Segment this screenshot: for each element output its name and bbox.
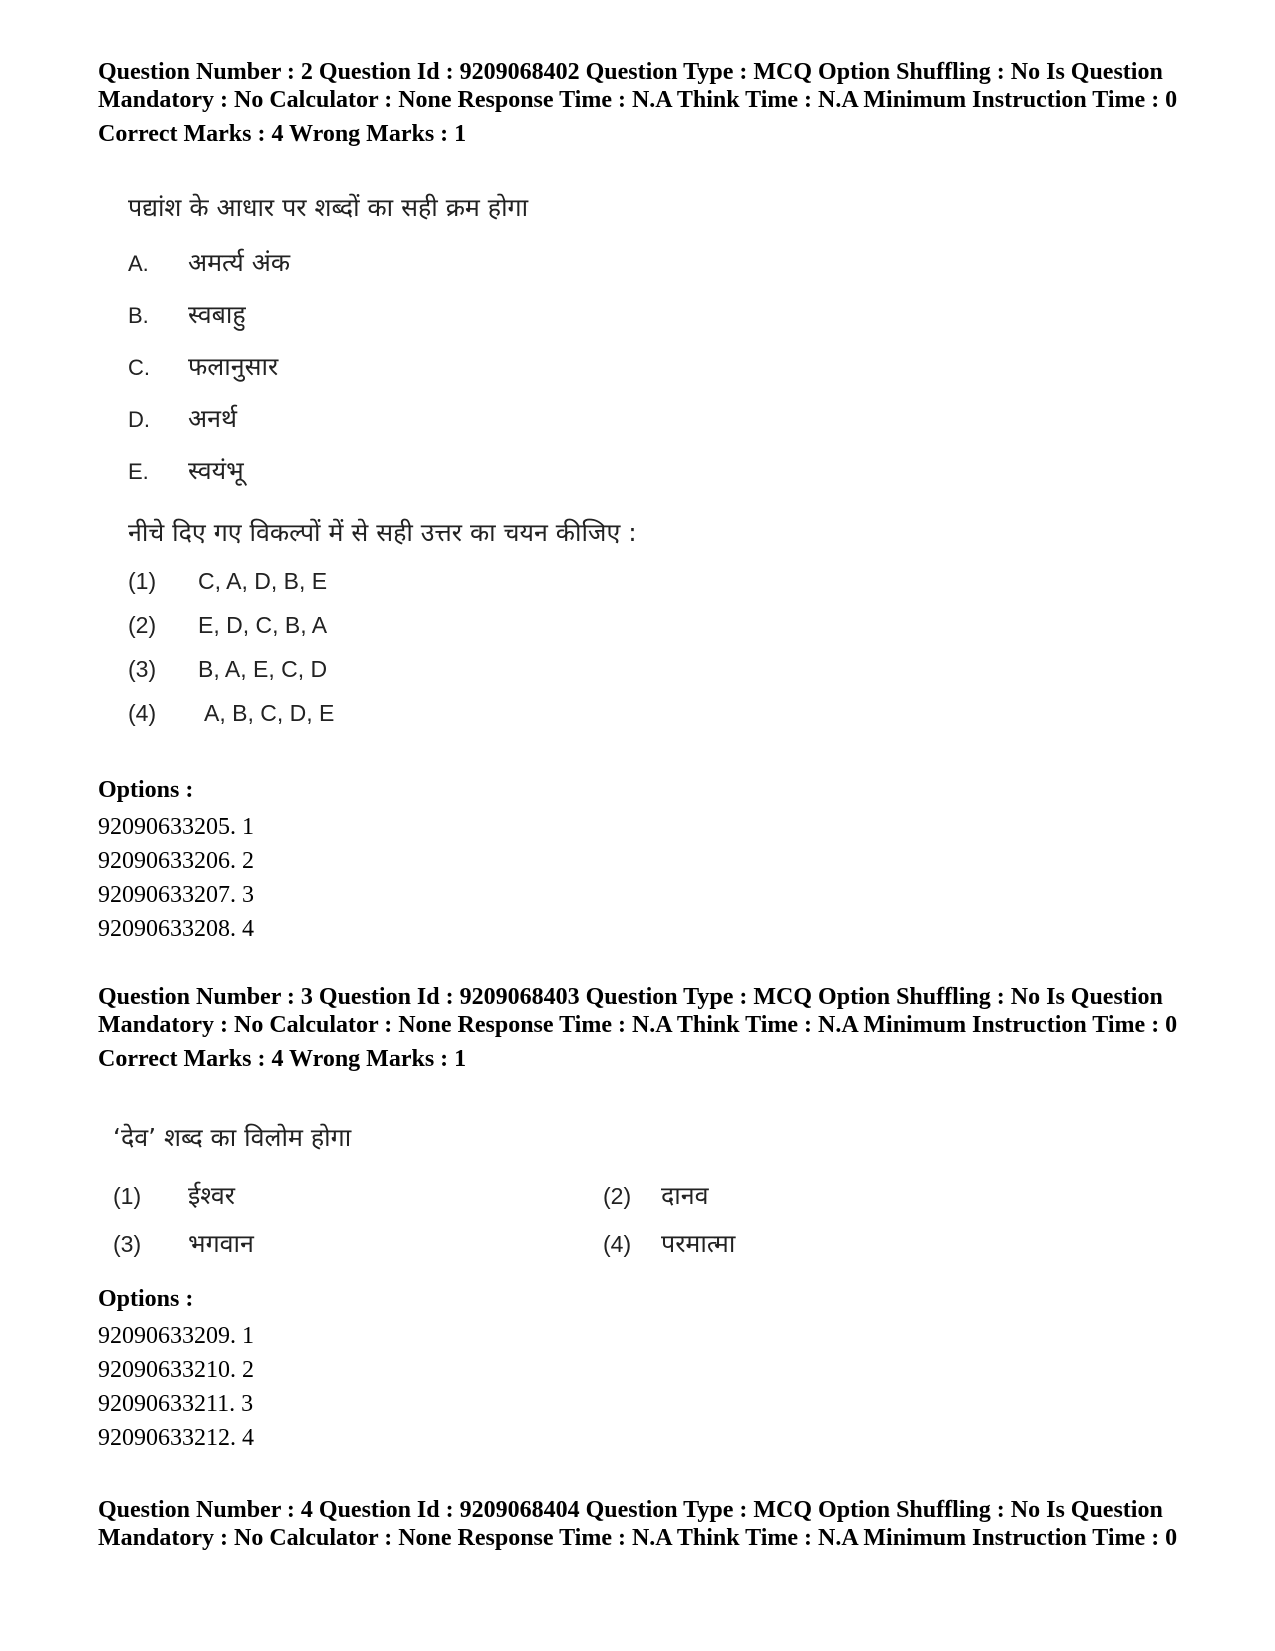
question-stem: पद्यांश के आधार पर शब्दों का सही क्रम होगा (128, 193, 529, 222)
question-2-choices (128, 568, 334, 744)
choice-item (603, 1226, 903, 1260)
choice-number: (2) (128, 612, 157, 638)
item-letter: C. (128, 355, 150, 380)
item-text: अमर्त्य अंक (188, 248, 291, 277)
question-3-choices (113, 1178, 903, 1260)
item-text: अनर्थ (188, 404, 237, 433)
choice-text: दानव (661, 1181, 709, 1210)
item-text: फलानुसार (188, 352, 279, 381)
choice-text: C, A, D, B, E (198, 568, 328, 594)
instruction-text: नीचे दिए गए विकल्पों में से सही उत्तर का चयन कीजिए : (128, 518, 637, 547)
question-stem: ‘देव’ शब्द का विलोम होगा (113, 1123, 352, 1152)
options-title: Options : (98, 1286, 194, 1312)
option-line: 92090633207. 3 (98, 882, 254, 908)
question-2-body (128, 193, 528, 223)
choice-text: A, B, C, D, E (204, 700, 335, 726)
choice-number: (1) (113, 1183, 142, 1209)
item-text: स्वयंभू (188, 456, 244, 485)
option-line: 92090633209. 1 (98, 1323, 254, 1349)
choice-text: E, D, C, B, A (198, 612, 328, 638)
question-meta: Question Number : 2 Question Id : 9209068402 Question Type : MCQ Option Shuffling : No Is Question Mandatory : No Calculator : None Response Time : N.A Think Time : N.A Minimum Instruction Time : 0 (98, 59, 1178, 113)
question-3-body (113, 1123, 351, 1153)
choice-row (128, 656, 334, 700)
options-title: Options : (98, 777, 194, 803)
item-letter: A. (128, 251, 149, 276)
question-marks: Correct Marks : 4 Wrong Marks : 1 (98, 1046, 467, 1072)
question-marks: Correct Marks : 4 Wrong Marks : 1 (98, 121, 467, 147)
list-item (128, 297, 290, 349)
question-meta: Question Number : 4 Question Id : 9209068404 Question Type : MCQ Option Shuffling : No Is Question Mandatory : No Calculator : None Response Time : N.A Think Time : N.A Minimum Instruction Time : 0 (98, 1497, 1178, 1551)
item-text: स्वबाहु (188, 300, 246, 329)
item-letter: E. (128, 459, 149, 484)
question-3-header (98, 983, 1178, 1073)
question-3-options (98, 1285, 1178, 1455)
choice-number: (3) (113, 1231, 142, 1257)
choice-item (603, 1178, 903, 1212)
choice-row (128, 568, 334, 612)
choice-row (128, 612, 334, 656)
item-letter: D. (128, 407, 150, 432)
choice-number: (3) (128, 656, 157, 682)
question-2-items (128, 245, 290, 505)
option-line: 92090633211. 3 (98, 1391, 254, 1417)
choice-item (113, 1226, 603, 1260)
option-line: 92090633212. 4 (98, 1425, 254, 1451)
option-line: 92090633210. 2 (98, 1357, 254, 1383)
choice-number: (2) (603, 1183, 632, 1209)
option-line: 92090633208. 4 (98, 916, 254, 942)
option-line: 92090633206. 2 (98, 848, 254, 874)
list-item (128, 245, 290, 297)
choice-number: (1) (128, 568, 157, 594)
choice-number: (4) (128, 700, 157, 726)
question-meta: Question Number : 3 Question Id : 9209068403 Question Type : MCQ Option Shuffling : No Is Question Mandatory : No Calculator : None Response Time : N.A Think Time : N.A Minimum Instruction Time : 0 (98, 984, 1178, 1038)
list-item (128, 453, 290, 505)
question-2-options (98, 776, 1178, 946)
choice-number: (4) (603, 1231, 632, 1257)
item-letter: B. (128, 303, 149, 328)
question-2-header (98, 58, 1178, 148)
choice-item (113, 1178, 603, 1212)
choice-text: भगवान (188, 1229, 254, 1258)
list-item (128, 401, 290, 453)
option-line: 92090633205. 1 (98, 814, 254, 840)
choice-text: परमात्मा (661, 1229, 736, 1258)
choice-text: ईश्वर (188, 1181, 236, 1210)
question-4-header (98, 1496, 1178, 1552)
list-item (128, 349, 290, 401)
choice-row (128, 700, 334, 744)
choice-text: B, A, E, C, D (198, 656, 328, 682)
question-2-instruction (128, 518, 637, 548)
